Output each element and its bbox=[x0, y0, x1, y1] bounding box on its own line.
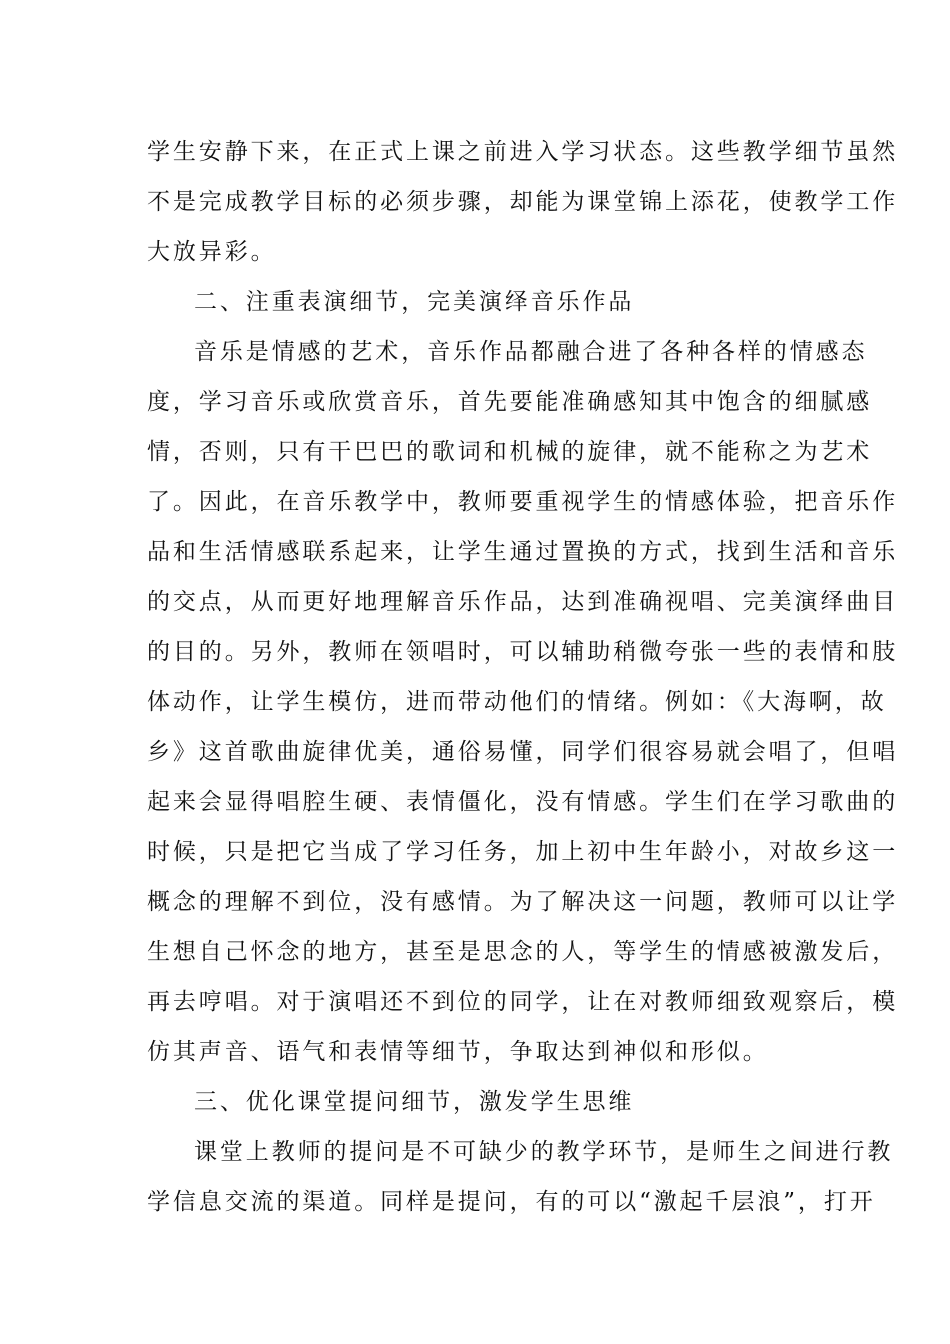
text-line: 了。因此，在音乐教学中，教师要重视学生的情感体验，把音乐作 bbox=[147, 489, 899, 515]
text-line: 学信息交流的渠道。同样是提问，有的可以“激起千层浪”，打开 bbox=[147, 1189, 876, 1215]
text-line: 再去哼唱。对于演唱还不到位的同学，让在对教师细致观察后，模 bbox=[147, 989, 899, 1015]
text-line: 度，学习音乐或欣赏音乐，首先要能准确感知其中饱含的细腻感 bbox=[147, 389, 873, 415]
section-heading: 二、注重表演细节，完美演绎音乐作品 bbox=[194, 289, 635, 315]
text-line: 学生安静下来，在正式上课之前进入学习状态。这些教学细节虽然 bbox=[147, 139, 899, 165]
text-line: 生想自己怀念的地方，甚至是思念的人，等学生的情感被激发后， bbox=[147, 939, 899, 965]
text-line: 的交点，从而更好地理解音乐作品，达到准确视唱、完美演绎曲目 bbox=[147, 589, 899, 615]
text-line: 仿其声音、语气和表情等细节，争取达到神似和形似。 bbox=[147, 1039, 769, 1065]
text-line: 情，否则，只有干巴巴的歌词和机械的旋律，就不能称之为艺术 bbox=[147, 439, 873, 465]
text-line: 时候，只是把它当成了学习任务，加上初中生年龄小，对故乡这一 bbox=[147, 839, 899, 865]
paragraph-first-line: 课堂上教师的提问是不可缺少的教学环节，是师生之间进行教 bbox=[194, 1139, 894, 1165]
text-line: 品和生活情感联系起来，让学生通过置换的方式，找到生活和音乐 bbox=[147, 539, 899, 565]
text-line: 不是完成教学目标的必须步骤，却能为课堂锦上添花，使教学工作 bbox=[147, 189, 899, 215]
text-line: 的目的。另外，教师在领唱时，可以辅助稍微夸张一些的表情和肢 bbox=[147, 639, 899, 665]
text-line: 起来会显得唱腔生硬、表情僵化，没有情感。学生们在学习歌曲的 bbox=[147, 789, 899, 815]
text-line: 大放异彩。 bbox=[147, 239, 277, 265]
text-line: 体动作，让学生模仿，进而带动他们的情绪。例如：《大海啊，故 bbox=[147, 689, 887, 715]
section-heading: 三、优化课堂提问细节，激发学生思维 bbox=[194, 1089, 635, 1115]
text-line: 概念的理解不到位，没有感情。为了解决这一问题，教师可以让学 bbox=[147, 889, 899, 915]
text-line: 乡》这首歌曲旋律优美，通俗易懂，同学们很容易就会唱了，但唱 bbox=[147, 739, 899, 765]
paragraph-first-line: 音乐是情感的艺术，音乐作品都融合进了各种各样的情感态 bbox=[194, 339, 868, 365]
